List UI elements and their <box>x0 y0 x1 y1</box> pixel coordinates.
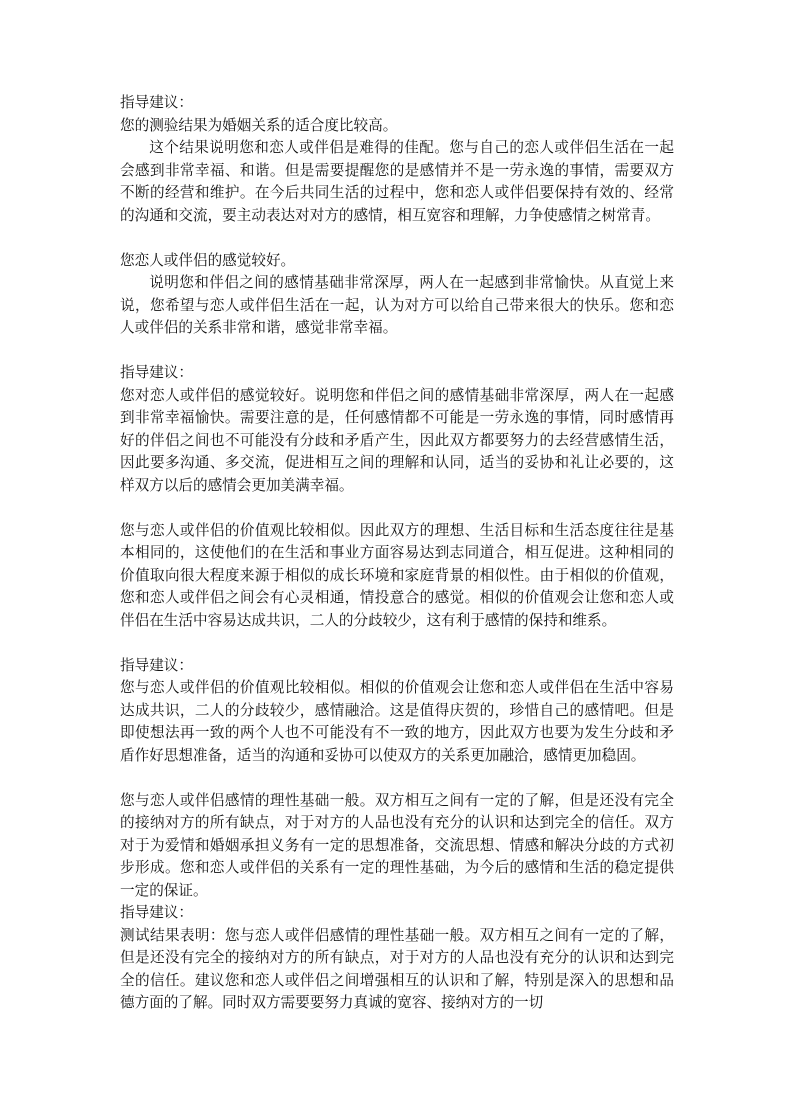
section-1-heading: 指导建议： <box>120 94 193 111</box>
section-6-body: 您与恋人或伴侣感情的理性基础一般。双方相互之间有一定的了解，但是还没有完全的接纳对方的所有缺点，对于对方的人品也没有充分的认识和达到完全的信任。双方对于为爱情和婚姻承担义务有一定的思想准备，交流思想、情感和解决分歧的方式初步形成。您和恋人或伴侣的关系有一定的理性基础，为今后的感情和生活的稳定提供一定的保证。 <box>120 791 674 899</box>
section-3-heading: 指导建议： <box>120 364 193 381</box>
paragraph-gap <box>120 497 674 520</box>
section-2-body: 说明您和伴侣之间的感情基础非常深厚，两人在一起感到非常愉快。从直觉上来说，您希望与恋人或伴侣生活在一起，认为对方可以给自己带来很大的快乐。您和恋人或伴侣的关系非常和谐，感觉非常幸福。 <box>120 274 674 336</box>
paragraph-gap <box>120 767 674 790</box>
paragraph-gap <box>120 340 674 363</box>
paragraph-gap <box>120 227 674 250</box>
section-4-body: 您与恋人或伴侣的价值观比较相似。因此双方的理想、生活目标和生活态度往往是基本相同的，这使他们的在生活和事业方面容易达到志同道合，相互促进。这种相同的价值取向很大程度来源于相似的成长环境和家庭背景的相似性。由于相似的价值观，您和恋人或伴侣之间会有心灵相通，情投意合的感觉。相似的价值观会让您和恋人或伴侣在生活中容易达成共识，二人的分歧较少，这有利于感情的保持和维系。 <box>120 521 674 629</box>
section-2-summary: 您恋人或伴侣的感觉较好。 <box>120 251 296 269</box>
section-5-body: 您与恋人或伴侣的价值观比较相似。相似的价值观会让您和恋人或伴侣在生活中容易达成共识，二人的分歧较少，感情融洽。这是值得庆贺的，珍惜自己的感情吧。但是即使想法再一致的两个人也不可能没有不一致的地方，因此双方也要为发生分歧和矛盾作好思想准备，适当的沟通和妥协可以使双方的关系更加融洽，感情更加稳固。 <box>120 679 674 764</box>
section-1-summary: 您的测验结果为婚姻关系的适合度比较高。 <box>120 116 398 134</box>
section-1-body: 这个结果说明您和恋人或伴侣是难得的佳配。您与自己的恋人或伴侣生活在一起会感到非常幸福、和谐。但是需要提醒您的是感情并不是一劳永逸的事情，需要双方不断的经营和维护。在今后共同生活的过程中，您和恋人或伴侣要保持有效的、经常的沟通和交流，要主动表达对对方的感情，相互宽容和理解，力争使感情之树常青。 <box>120 139 674 224</box>
section-7-heading: 指导建议： <box>120 904 193 921</box>
section-3-body: 您对恋人或伴侣的感觉较好。说明您和伴侣之间的感情基础非常深厚，两人在一起感到非常幸福愉快。需要注意的是，任何感情都不可能是一劳永逸的事情，同时感情再好的伴侣之间也不可能没有分歧和矛盾产生，因此双方都要努力的去经营感情生活，因此要多沟通、多交流，促进相互之间的理解和认同，适当的妥协和礼让必要的，这样双方以后的感情会更加美满幸福。 <box>120 386 674 494</box>
section-5-heading: 指导建议： <box>120 656 193 674</box>
document-page <box>120 92 674 1015</box>
paragraph-gap <box>120 632 674 655</box>
section-7-body: 测试结果表明：您与恋人或伴侣感情的理性基础一般。双方相互之间有一定的了解，但是还没有完全的接纳对方的所有缺点，对于对方的人品也没有充分的认识和达到完全的信任。建议您和恋人或伴侣之间增强相互的认识和了解，特别是深入的思想和品德方面的了解。同时双方需要要努力真诚的宽容、接纳对方的一切 <box>120 926 674 1011</box>
